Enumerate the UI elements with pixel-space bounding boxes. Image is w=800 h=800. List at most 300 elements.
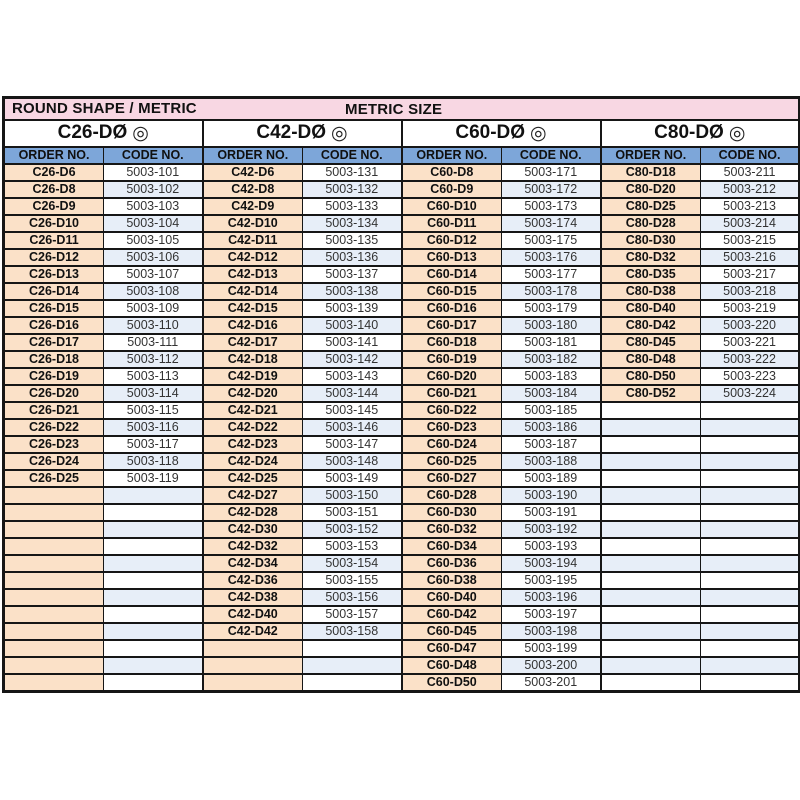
code-cell: 5003-108 <box>104 283 203 300</box>
code-cell: 5003-102 <box>104 181 203 198</box>
code-cell <box>701 470 800 487</box>
code-cell <box>104 572 203 589</box>
code-cell: 5003-176 <box>502 249 601 266</box>
code-cell: 5003-103 <box>104 198 203 215</box>
order-cell <box>601 470 701 487</box>
code-cell: 5003-199 <box>502 640 601 657</box>
order-cell: C42-D6 <box>203 164 303 181</box>
order-cell <box>601 640 701 657</box>
order-cell <box>601 555 701 572</box>
order-cell: C60-D38 <box>402 572 502 589</box>
group-header-c42 <box>203 120 402 147</box>
order-cell: C60-D24 <box>402 436 502 453</box>
code-cell: 5003-221 <box>701 334 800 351</box>
order-cell: C60-D28 <box>402 487 502 504</box>
code-cell: 5003-131 <box>303 164 402 181</box>
code-no-header: CODE NO. <box>303 147 402 164</box>
order-cell <box>601 521 701 538</box>
code-cell: 5003-190 <box>502 487 601 504</box>
code-cell: 5003-111 <box>104 334 203 351</box>
order-cell <box>4 487 104 504</box>
code-cell <box>104 538 203 555</box>
order-cell: C60-D47 <box>402 640 502 657</box>
code-cell: 5003-178 <box>502 283 601 300</box>
code-cell: 5003-175 <box>502 232 601 249</box>
table-row <box>4 555 800 572</box>
code-cell: 5003-144 <box>303 385 402 402</box>
order-cell <box>4 521 104 538</box>
order-cell: C26-D13 <box>4 266 104 283</box>
group-header-c80 <box>601 120 800 147</box>
table-row <box>4 470 800 487</box>
order-cell: C60-D9 <box>402 181 502 198</box>
code-cell: 5003-158 <box>303 623 402 640</box>
table-row <box>4 504 800 521</box>
code-cell: 5003-134 <box>303 215 402 232</box>
order-cell: C42-D11 <box>203 232 303 249</box>
table-row <box>4 657 800 674</box>
code-cell <box>701 606 800 623</box>
order-cell: C26-D18 <box>4 351 104 368</box>
order-cell: C26-D11 <box>4 232 104 249</box>
order-cell <box>4 606 104 623</box>
table-row <box>4 215 800 232</box>
order-cell: C80-D42 <box>601 317 701 334</box>
code-cell: 5003-147 <box>303 436 402 453</box>
code-cell: 5003-105 <box>104 232 203 249</box>
code-no-header: CODE NO. <box>104 147 203 164</box>
order-cell: C42-D32 <box>203 538 303 555</box>
order-cell <box>601 538 701 555</box>
order-cell: C26-D10 <box>4 215 104 232</box>
order-cell: C80-D28 <box>601 215 701 232</box>
order-cell: C60-D8 <box>402 164 502 181</box>
order-cell: C42-D42 <box>203 623 303 640</box>
table-row <box>4 351 800 368</box>
code-cell <box>303 657 402 674</box>
order-cell: C80-D45 <box>601 334 701 351</box>
code-cell <box>701 555 800 572</box>
order-cell: C60-D40 <box>402 589 502 606</box>
table-row <box>4 674 800 692</box>
table-row <box>4 589 800 606</box>
order-cell <box>203 640 303 657</box>
table-row <box>4 300 800 317</box>
order-cell <box>601 419 701 436</box>
order-cell: C26-D16 <box>4 317 104 334</box>
code-cell: 5003-151 <box>303 504 402 521</box>
order-cell <box>601 436 701 453</box>
order-cell: C26-D9 <box>4 198 104 215</box>
order-cell: C80-D52 <box>601 385 701 402</box>
code-cell: 5003-119 <box>104 470 203 487</box>
code-cell: 5003-172 <box>502 181 601 198</box>
order-cell: C42-D22 <box>203 419 303 436</box>
table-row <box>4 606 800 623</box>
code-cell: 5003-201 <box>502 674 601 692</box>
code-cell <box>701 572 800 589</box>
table-row <box>4 249 800 266</box>
code-cell: 5003-174 <box>502 215 601 232</box>
table-row <box>4 198 800 215</box>
code-cell: 5003-136 <box>303 249 402 266</box>
group-title: C60-DØ <box>455 121 526 143</box>
code-cell: 5003-117 <box>104 436 203 453</box>
order-cell: C42-D13 <box>203 266 303 283</box>
order-cell: C60-D34 <box>402 538 502 555</box>
code-cell <box>701 504 800 521</box>
table-row <box>4 266 800 283</box>
order-cell <box>601 674 701 692</box>
metric-size-label: METRIC SIZE <box>345 101 443 118</box>
table-row <box>4 623 800 640</box>
order-cell: C60-D42 <box>402 606 502 623</box>
bullseye-icon: ◎ <box>132 122 149 144</box>
code-cell: 5003-118 <box>104 453 203 470</box>
order-cell: C80-D48 <box>601 351 701 368</box>
order-cell: C60-D15 <box>402 283 502 300</box>
group-header-c60 <box>402 120 601 147</box>
order-cell: C26-D15 <box>4 300 104 317</box>
code-cell: 5003-109 <box>104 300 203 317</box>
table-row <box>4 283 800 300</box>
order-cell <box>4 555 104 572</box>
code-cell: 5003-171 <box>502 164 601 181</box>
table-row <box>4 487 800 504</box>
code-cell: 5003-180 <box>502 317 601 334</box>
order-no-header: ORDER NO. <box>4 147 104 164</box>
order-cell: C26-D22 <box>4 419 104 436</box>
order-cell: C26-D12 <box>4 249 104 266</box>
code-cell: 5003-139 <box>303 300 402 317</box>
order-cell: C60-D48 <box>402 657 502 674</box>
order-cell: C26-D8 <box>4 181 104 198</box>
table-row <box>4 640 800 657</box>
order-cell: C26-D14 <box>4 283 104 300</box>
code-cell: 5003-155 <box>303 572 402 589</box>
code-cell <box>104 589 203 606</box>
code-cell: 5003-133 <box>303 198 402 215</box>
table-row <box>4 453 800 470</box>
order-cell: C42-D30 <box>203 521 303 538</box>
bullseye-icon: ◎ <box>331 122 348 144</box>
table-row <box>4 232 800 249</box>
order-cell: C60-D14 <box>402 266 502 283</box>
order-cell <box>4 504 104 521</box>
order-cell: C60-D16 <box>402 300 502 317</box>
order-cell: C60-D17 <box>402 317 502 334</box>
code-cell <box>701 521 800 538</box>
order-cell <box>601 589 701 606</box>
code-cell: 5003-138 <box>303 283 402 300</box>
code-cell: 5003-211 <box>701 164 800 181</box>
order-cell: C60-D19 <box>402 351 502 368</box>
code-cell: 5003-196 <box>502 589 601 606</box>
code-cell: 5003-140 <box>303 317 402 334</box>
group-header-c26 <box>4 120 203 147</box>
order-cell: C26-D20 <box>4 385 104 402</box>
code-cell <box>701 487 800 504</box>
code-cell: 5003-186 <box>502 419 601 436</box>
code-cell <box>701 674 800 692</box>
order-cell <box>601 402 701 419</box>
code-cell: 5003-107 <box>104 266 203 283</box>
order-cell: C60-D18 <box>402 334 502 351</box>
order-cell: C42-D9 <box>203 198 303 215</box>
code-cell <box>701 657 800 674</box>
title-banner <box>4 98 800 120</box>
order-cell: C60-D25 <box>402 453 502 470</box>
order-cell: C26-D6 <box>4 164 104 181</box>
order-cell <box>4 674 104 692</box>
table-row <box>4 385 800 402</box>
code-cell: 5003-152 <box>303 521 402 538</box>
code-cell: 5003-181 <box>502 334 601 351</box>
code-cell: 5003-195 <box>502 572 601 589</box>
code-cell <box>303 674 402 692</box>
order-cell <box>4 657 104 674</box>
code-cell: 5003-173 <box>502 198 601 215</box>
code-cell: 5003-157 <box>303 606 402 623</box>
code-cell: 5003-141 <box>303 334 402 351</box>
order-cell: C60-D45 <box>402 623 502 640</box>
bullseye-icon: ◎ <box>530 122 547 144</box>
code-cell: 5003-187 <box>502 436 601 453</box>
code-cell: 5003-224 <box>701 385 800 402</box>
code-cell: 5003-177 <box>502 266 601 283</box>
group-title: C42-DØ <box>256 121 327 143</box>
order-cell: C80-D20 <box>601 181 701 198</box>
code-cell: 5003-197 <box>502 606 601 623</box>
code-cell: 5003-132 <box>303 181 402 198</box>
order-cell: C60-D36 <box>402 555 502 572</box>
code-cell: 5003-150 <box>303 487 402 504</box>
title-banner-row <box>4 98 800 120</box>
order-cell <box>601 487 701 504</box>
order-cell: C42-D21 <box>203 402 303 419</box>
code-cell: 5003-153 <box>303 538 402 555</box>
order-cell <box>601 453 701 470</box>
order-cell: C80-D50 <box>601 368 701 385</box>
order-cell: C60-D27 <box>402 470 502 487</box>
order-cell <box>601 623 701 640</box>
code-cell: 5003-113 <box>104 368 203 385</box>
order-cell: C42-D40 <box>203 606 303 623</box>
table-row <box>4 317 800 334</box>
code-cell: 5003-146 <box>303 419 402 436</box>
order-cell: C26-D25 <box>4 470 104 487</box>
order-cell: C42-D18 <box>203 351 303 368</box>
code-cell: 5003-214 <box>701 215 800 232</box>
order-cell <box>203 674 303 692</box>
order-cell: C42-D25 <box>203 470 303 487</box>
code-cell: 5003-182 <box>502 351 601 368</box>
code-cell <box>701 436 800 453</box>
code-cell: 5003-156 <box>303 589 402 606</box>
order-cell: C26-D24 <box>4 453 104 470</box>
table-row <box>4 402 800 419</box>
order-cell: C60-D22 <box>402 402 502 419</box>
order-cell: C42-D24 <box>203 453 303 470</box>
code-cell: 5003-183 <box>502 368 601 385</box>
code-cell <box>104 640 203 657</box>
code-cell <box>104 674 203 692</box>
order-cell: C42-D16 <box>203 317 303 334</box>
order-cell: C80-D30 <box>601 232 701 249</box>
code-cell: 5003-106 <box>104 249 203 266</box>
order-cell: C42-D36 <box>203 572 303 589</box>
order-cell: C60-D20 <box>402 368 502 385</box>
code-cell <box>104 521 203 538</box>
column-header-row <box>4 147 800 164</box>
order-cell: C42-D38 <box>203 589 303 606</box>
group-title: C80-DØ <box>654 121 724 143</box>
order-cell: C60-D30 <box>402 504 502 521</box>
table-row <box>4 181 800 198</box>
order-cell <box>601 606 701 623</box>
code-cell <box>701 640 800 657</box>
code-cell: 5003-192 <box>502 521 601 538</box>
order-cell: C26-D23 <box>4 436 104 453</box>
order-no-header: ORDER NO. <box>402 147 502 164</box>
order-cell: C60-D50 <box>402 674 502 692</box>
code-cell <box>104 555 203 572</box>
page-title: ROUND SHAPE / METRIC <box>12 100 197 118</box>
code-cell <box>104 606 203 623</box>
order-cell: C80-D25 <box>601 198 701 215</box>
code-cell: 5003-184 <box>502 385 601 402</box>
order-cell: C80-D32 <box>601 249 701 266</box>
order-cell: C42-D14 <box>203 283 303 300</box>
code-cell: 5003-191 <box>502 504 601 521</box>
code-cell: 5003-193 <box>502 538 601 555</box>
code-cell <box>303 640 402 657</box>
code-cell <box>701 453 800 470</box>
code-cell: 5003-198 <box>502 623 601 640</box>
code-cell: 5003-142 <box>303 351 402 368</box>
order-cell: C42-D23 <box>203 436 303 453</box>
code-cell: 5003-115 <box>104 402 203 419</box>
code-cell: 5003-220 <box>701 317 800 334</box>
order-cell <box>601 504 701 521</box>
order-cell: C42-D10 <box>203 215 303 232</box>
order-cell: C26-D17 <box>4 334 104 351</box>
code-cell: 5003-116 <box>104 419 203 436</box>
order-cell: C60-D11 <box>402 215 502 232</box>
order-cell: C80-D40 <box>601 300 701 317</box>
code-cell: 5003-185 <box>502 402 601 419</box>
order-cell: C42-D20 <box>203 385 303 402</box>
code-cell: 5003-188 <box>502 453 601 470</box>
code-cell: 5003-200 <box>502 657 601 674</box>
order-cell <box>601 572 701 589</box>
code-cell: 5003-104 <box>104 215 203 232</box>
bullseye-icon: ◎ <box>728 122 746 144</box>
code-cell: 5003-145 <box>303 402 402 419</box>
order-cell: C42-D17 <box>203 334 303 351</box>
order-no-header: ORDER NO. <box>203 147 303 164</box>
code-cell: 5003-217 <box>701 266 800 283</box>
code-cell: 5003-110 <box>104 317 203 334</box>
order-cell: C26-D21 <box>4 402 104 419</box>
table-row <box>4 164 800 181</box>
code-cell <box>701 419 800 436</box>
order-cell <box>4 572 104 589</box>
order-cell <box>4 623 104 640</box>
code-cell: 5003-112 <box>104 351 203 368</box>
order-cell: C60-D32 <box>402 521 502 538</box>
code-cell <box>701 589 800 606</box>
code-cell: 5003-218 <box>701 283 800 300</box>
code-cell: 5003-194 <box>502 555 601 572</box>
code-cell: 5003-101 <box>104 164 203 181</box>
table-row <box>4 538 800 555</box>
code-cell <box>104 504 203 521</box>
code-cell <box>701 538 800 555</box>
code-no-header: CODE NO. <box>701 147 800 164</box>
table-row <box>4 436 800 453</box>
code-cell <box>104 623 203 640</box>
code-cell: 5003-215 <box>701 232 800 249</box>
order-cell: C42-D34 <box>203 555 303 572</box>
order-cell <box>4 589 104 606</box>
code-cell: 5003-223 <box>701 368 800 385</box>
code-cell: 5003-143 <box>303 368 402 385</box>
order-cell <box>601 657 701 674</box>
order-cell <box>203 657 303 674</box>
code-cell: 5003-216 <box>701 249 800 266</box>
order-cell: C42-D8 <box>203 181 303 198</box>
table-row <box>4 419 800 436</box>
order-cell: C42-D27 <box>203 487 303 504</box>
code-cell: 5003-148 <box>303 453 402 470</box>
code-cell: 5003-154 <box>303 555 402 572</box>
code-cell <box>104 487 203 504</box>
order-cell <box>4 538 104 555</box>
code-cell: 5003-179 <box>502 300 601 317</box>
code-cell: 5003-212 <box>701 181 800 198</box>
order-cell: C60-D23 <box>402 419 502 436</box>
order-cell: C80-D35 <box>601 266 701 283</box>
table-row <box>4 572 800 589</box>
order-cell: C60-D13 <box>402 249 502 266</box>
table-row <box>4 334 800 351</box>
code-cell <box>701 623 800 640</box>
order-cell <box>4 640 104 657</box>
code-cell: 5003-189 <box>502 470 601 487</box>
code-no-header: CODE NO. <box>502 147 601 164</box>
order-cell: C60-D21 <box>402 385 502 402</box>
order-cell: C80-D38 <box>601 283 701 300</box>
table-row <box>4 521 800 538</box>
order-cell: C42-D28 <box>203 504 303 521</box>
order-no-header: ORDER NO. <box>601 147 701 164</box>
code-cell <box>104 657 203 674</box>
order-cell: C26-D19 <box>4 368 104 385</box>
code-cell <box>701 402 800 419</box>
code-cell: 5003-135 <box>303 232 402 249</box>
code-cell: 5003-219 <box>701 300 800 317</box>
table-row <box>4 368 800 385</box>
product-code-table <box>2 96 800 693</box>
group-title: C26-DØ <box>57 121 128 143</box>
order-cell: C60-D12 <box>402 232 502 249</box>
code-cell: 5003-137 <box>303 266 402 283</box>
order-cell: C42-D15 <box>203 300 303 317</box>
group-header-row <box>4 120 800 147</box>
order-cell: C80-D18 <box>601 164 701 181</box>
code-cell: 5003-222 <box>701 351 800 368</box>
